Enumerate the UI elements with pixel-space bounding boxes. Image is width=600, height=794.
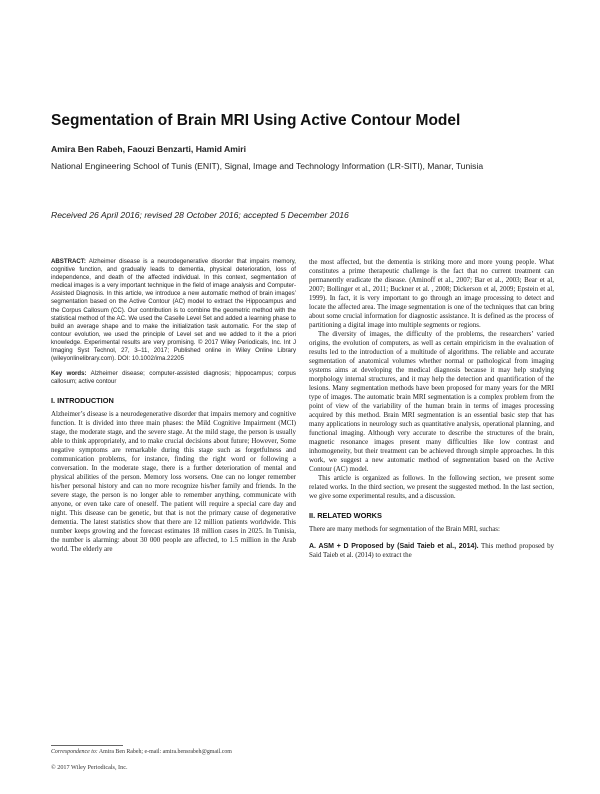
section-heading-introduction: I. INTRODUCTION bbox=[51, 396, 114, 406]
correspondence-label: Correspondence to: bbox=[51, 749, 98, 755]
abstract-text: Alzheimer disease is a neurodegenerative disorder that impairs memory, cognitive function, and gradually leads to dementia, physical deterioration, loss of independence, and death of the affected individual. In this context, segmentation of medical images is a very important technique in the field of image analysis and Computer-Assisted Diagnosis. In this article, we introduce a new automatic method of brain images’ segmentation based on the Active Contour (AC) model to extract the Hippocampus and the Corpus Callosum (CC). Our contribution is to combine the geometric method with the statistical method of the AC. We used the Caselle Level Set and added a learning phase to build an average shape and to make the initialization task automatic. For the step of contour evolution, we used the principle of Level set and we added to it the a priori knowledge. Experimental results are very promising. © 2017 Wiley Periodicals, Inc. Int J Imaging Syst Technol, 27, 3–11, 2017; Published online in Wiley Online Library (wileyonlinelibrary.com). DOI: 10.1002/ima.22205 bbox=[51, 258, 296, 363]
author-list: Amira Ben Rabeh, Faouzi Benzarti, Hamid Amiri bbox=[51, 144, 246, 154]
correspondence-note bbox=[51, 748, 296, 756]
keywords bbox=[51, 370, 296, 386]
received-dates: Received 26 April 2016; revised 28 October 2016; accepted 5 December 2016 bbox=[51, 210, 349, 220]
paper-title: Segmentation of Brain MRI Using Active Contour Model bbox=[51, 112, 461, 129]
right-column bbox=[309, 258, 554, 560]
keywords-label: Key words: bbox=[51, 370, 87, 378]
copyright-notice: © 2017 Wiley Periodicals, Inc. bbox=[51, 764, 128, 771]
abstract-label: ABSTRACT: bbox=[51, 258, 86, 265]
subsection-heading: A. ASM + D Proposed by (Said Taieb et al., 2014). bbox=[309, 543, 479, 550]
intro-paragraph: Alzheimer’s disease is a neurodegenerative disorder that impairs memory and cognitive function. It is divided into three main phases: the Mild Cognitive Impairment (MCI) stage, the moderate stage, and the severe stage. At the mild stage, the person is usually able to think appropriately, and to make crucial decisions about future; However, Some negative symptoms are remarkable during this stage such as forgetfulness and communication problems, for instance, finding the right word or following a conversation. In the moderate stage, there is a further deterioration of mental and physical abilities of the person. Memory loss worsens. One can no longer remember his/her personal history and can no more recognize his/her family and friends. In the severe stage, the person is no longer able to remember anything, communicate with anyone, or even take care of oneself. The patient will require a special care day and night. This disease can be genetic, but that is not the primary cause of degenerative dementia. The latest statistics show that there are 12 million patients worldwide. This number keeps growing and the forecast estimates 18 million cases in 2025. In Tunisia, the number is alarming: about 30 000 people are affected, to 1.5 million in the Arab world. The elderly are bbox=[51, 410, 296, 554]
section-heading-related-works: II. RELATED WORKS bbox=[309, 511, 382, 520]
related-works-intro: There are many methods for segmentation of the Brain MRI, suchas: bbox=[309, 525, 500, 533]
right-paragraph-1: the most affected, but the dementia is striking more and more young people. What constitutes a prime therapeutic challenge is the fact that no current treatment can permanently eradicate the disease. (Aminoff et al., 2007; Bar et al., 2003; Bear et al, 2007; Bollinger et al., 2011; Buckner et al. , 2008; Dickerson et al, 2009; Epstein et al, 1999). In fact, it is very important to go through an image processing to detect and locate the affected area. The image segmentation is one of the techniques that can bring about some crucial information for diagnostic assistance. It is defined as the process of partitioning a digital image into multiple segments or regions. bbox=[309, 258, 554, 329]
footnote-rule bbox=[51, 745, 123, 746]
right-paragraph-3: This article is organized as follows. In the following section, we present some related works. In the third section, we present the suggested method. In the last section, we give some experimental results, and a discussion. bbox=[309, 474, 554, 500]
keywords-text: Alzheimer disease; computer-assisted diagnosis; hippocampus; corpus callosum; active contour bbox=[51, 370, 296, 386]
right-paragraph-2: The diversity of images, the difficulty of the problems, the researchers’ varied origins, the evolution of computers, as well as certain empiricism in the evaluation of results led to the introduction of a multitude of algorithms. The reliable and accurate segmentation of anatomical volumes whether normal or pathological from imaging systems aims at developing the medical diagnosis because it may help studying morphology internal structures, and it may help the detection and quantification of the lesions. Many segmentation methods have been proposed for many years for the MRI type of images. The automatic brain MRI segmentation is a complex problem from the point of view of the variability of the human brain in terms of images processing acquired by this method. Brain MRI segmentation is an essential basic step that has many applications in neurology such as quantitative analysis, operational planning, and functional imaging. Although very accurate to describe the structures of the brain, magnetic resonance images present many difficulties like low contrast and inhomogeneity, but their treatment can be achieved through simple approaches. In this work, we suggest a new automatic method of segmentation based on the Active Contour (AC) model. bbox=[309, 330, 554, 473]
subsection-asm bbox=[309, 542, 554, 560]
affiliation: National Engineering School of Tunis (ENIT), Signal, Image and Technology Information (LR-SITI), Manar, Tunisia bbox=[51, 161, 484, 171]
left-column bbox=[51, 258, 296, 554]
subsection-text: This method proposed by Said Taieb et al. (2014) to extract the bbox=[309, 542, 555, 559]
abstract bbox=[51, 258, 296, 363]
correspondence-text: Amira Ben Rabeh; e-mail: amira.bensrabeh@gmail.com bbox=[97, 749, 232, 755]
